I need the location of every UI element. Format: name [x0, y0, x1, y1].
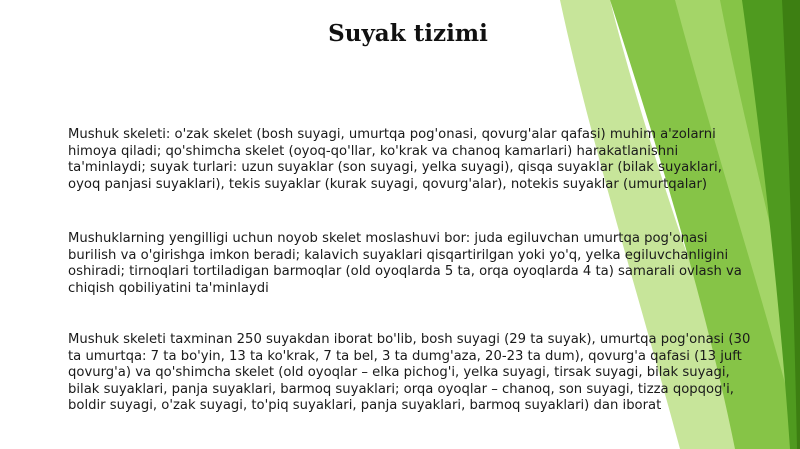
- paragraph-skeleton-structure: Mushuk skeleti: o'zak skelet (bosh suyagi, umurtqa pog'onasi, qovurg'alar qafasi) muhim a'zolarni himoya qiladi; qo'shimcha skelet (oyoq-qo'llar, ko'krak va chanoq kamarlari) harakatlanishni ta'minlaydi; suyak turlari: uzun suyaklar (son suyagi, yelka suyagi), qisqa suyaklar (bilak suyaklari, oyoq panjasi suyaklari), tekis suyaklar (kurak suyagi, qovurg'alar), notekis suyaklar (umurtqalar): [68, 127, 722, 192]
- slide-title: Suyak tizimi: [328, 20, 488, 47]
- paragraph-skeleton-adaptations: Mushuklarning yengilligi uchun noyob skelet moslashuvi bor: juda egiluvchan umurtqa pog'onasi burilish va o'girishga imkon beradi; kalavich suyaklari qisqartirilgan yoki yo'q, yelka egiluvchanligini oshiradi; tirnoqlari tortiladigan barmoqlar (old oyoqlarda 5 ta, orqa oyoqlarda 4 ta) samarali ovlash va chiqish qobiliyatini ta'minlaydi: [68, 231, 742, 296]
- paragraph-bone-count: Mushuk skeleti taxminan 250 suyakdan iborat bo'lib, bosh suyagi (29 ta suyak), umurtqa pog'onasi (30 ta umurtqa: 7 ta bo'yin, 13 ta ko'krak, 7 ta bel, 3 ta dumg'aza, 20-23 ta dum), qovurg'a qafasi (13 juft qovurg'a) va qo'shimcha skelet (old oyoqlar – elka pichog'i, yelka suyagi, tirsak suyagi, bilak suyagi, bilak suyaklari, panja suyaklari, barmoq suyaklari; orqa oyoqlar – chanoq, son suyagi, tizza qopqog'i, boldir suyagi, o'zak suyagi, to'piq suyaklari, panja suyaklari, barmoq suyaklari) dan iborat: [68, 332, 751, 414]
